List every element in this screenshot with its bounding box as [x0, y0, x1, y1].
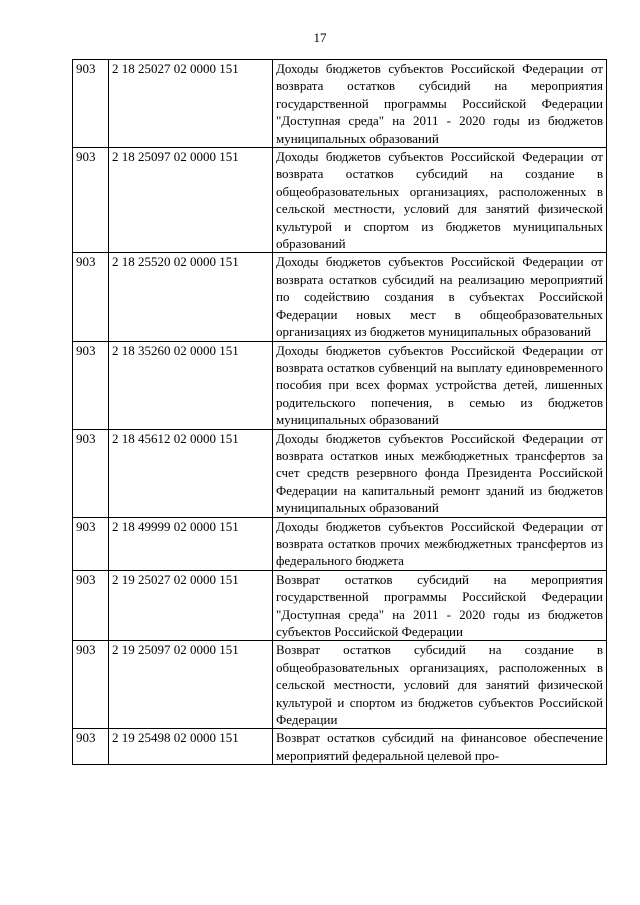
revenue-description-cell: Доходы бюджетов субъектов Российской Федерации от возврата остатков прочих межбюджетных трансфертов из федерального бюджета — [273, 517, 607, 570]
budget-classification-code-cell: 2 18 35260 02 0000 151 — [109, 341, 273, 429]
administrator-code-cell: 903 — [73, 570, 109, 641]
budget-classification-code-cell: 2 18 49999 02 0000 151 — [109, 517, 273, 570]
administrator-code-cell: 903 — [73, 517, 109, 570]
table-row — [73, 729, 607, 765]
budget-classification-code-cell: 2 18 25097 02 0000 151 — [109, 148, 273, 253]
revenue-description-cell: Доходы бюджетов субъектов Российской Федерации от возврата остатков субсидий на мероприятия государственной программы Российской Федерации "Доступная среда" на 2011 - 2020 годы из бюджетов муниципальных образований — [273, 60, 607, 148]
table-row — [73, 341, 607, 429]
table-row — [73, 570, 607, 641]
table-row — [73, 148, 607, 253]
table-row — [73, 517, 607, 570]
administrator-code-cell: 903 — [73, 148, 109, 253]
administrator-code-cell: 903 — [73, 729, 109, 765]
administrator-code-cell: 903 — [73, 641, 109, 729]
administrator-code-cell: 903 — [73, 60, 109, 148]
revenue-description-cell: Доходы бюджетов субъектов Российской Федерации от возврата остатков иных межбюджетных трансфертов за счет средств резервного фонда Президента Российской Федерации на капитальный ремонт зданий из бюджетов муниципальных образований — [273, 429, 607, 517]
page-number: 17 — [313, 30, 327, 45]
revenue-description-cell: Доходы бюджетов субъектов Российской Федерации от возврата остатков субсидий на реализацию мероприятий по содействию создания в субъектах Российской Федерации новых мест в общеобразовательных организациях из бюджетов муниципальных образований — [273, 253, 607, 341]
budget-classification-code-cell: 2 18 25520 02 0000 151 — [109, 253, 273, 341]
budget-classification-code-cell: 2 19 25027 02 0000 151 — [109, 570, 273, 641]
table-row — [73, 641, 607, 729]
revenue-description-cell: Доходы бюджетов субъектов Российской Федерации от возврата остатков субсидий на создание в общеобразовательных организациях, расположенных в сельской местности, условий для занятий физической культурой и спортом из бюджетов муниципальных образований — [273, 148, 607, 253]
budget-classification-code-cell: 2 18 25027 02 0000 151 — [109, 60, 273, 148]
revenue-description-cell: Возврат остатков субсидий на мероприятия государственной программы Российской Федерации "Доступная среда" на 2011 - 2020 годы из бюджетов субъектов Российской Федерации — [273, 570, 607, 641]
budget-classification-code-cell: 2 19 25097 02 0000 151 — [109, 641, 273, 729]
administrator-code-cell: 903 — [73, 341, 109, 429]
budget-classification-code-cell: 2 19 25498 02 0000 151 — [109, 729, 273, 765]
revenue-description-cell: Возврат остатков субсидий на финансовое обеспечение мероприятий федеральной целевой про- — [273, 729, 607, 765]
revenue-description-cell: Доходы бюджетов субъектов Российской Федерации от возврата остатков субвенций на выплату единовременного пособия при всех формах устройства детей, лишенных родительского попечения, в семью из бюджетов муниципальных образований — [273, 341, 607, 429]
table-row — [73, 60, 607, 148]
table-row — [73, 253, 607, 341]
administrator-code-cell: 903 — [73, 429, 109, 517]
budget-classification-code-cell: 2 18 45612 02 0000 151 — [109, 429, 273, 517]
revenue-codes-table — [72, 59, 607, 765]
administrator-code-cell: 903 — [73, 253, 109, 341]
table-row — [73, 429, 607, 517]
revenue-description-cell: Возврат остатков субсидий на создание в общеобразовательных организациях, расположенных в сельской местности, условий для занятий физической культурой и спортом из бюджетов субъектов Российской Федерации — [273, 641, 607, 729]
